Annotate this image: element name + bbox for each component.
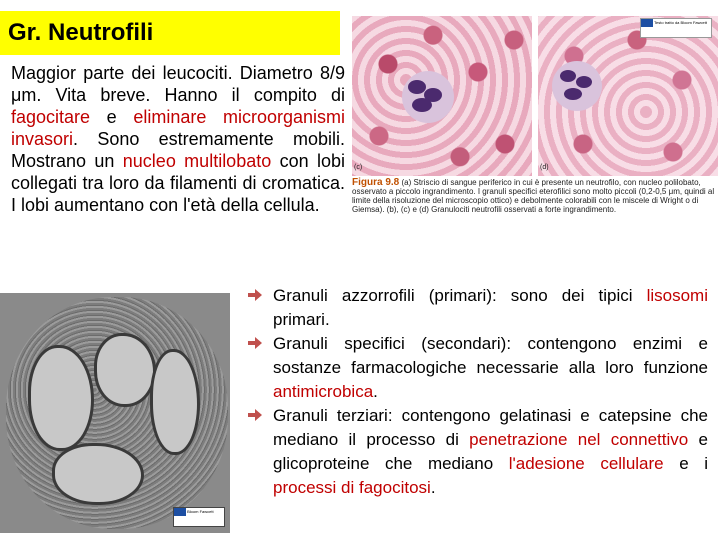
figure-label: Figura 9.8 (352, 177, 400, 188)
neutrophil-cell (552, 61, 602, 111)
granule-list (248, 284, 708, 500)
nucleus-lobe (28, 345, 94, 451)
intro-text-4: con lobi collegati tra loro da filamenti di cromatica. I lobi aumentano con l'età della cellula. (11, 151, 345, 215)
nucleus-lobe (408, 80, 426, 94)
panel-label-c: (c) (354, 164, 363, 171)
nucleus-lobe (52, 443, 144, 505)
arrow-right-icon (248, 409, 262, 421)
list-item: Granuli terziari: contengono gelatinasi e catepsine che mediano il processo di penetrazione nel connettivo e glicoproteine che mediano l'adesione cellulare e i processi di fagocitosi. (248, 404, 708, 500)
arrow-right-icon (248, 337, 262, 349)
nucleus-lobe (94, 333, 156, 407)
highlight-penetrazione: penetrazione nel connettivo (469, 430, 689, 449)
nucleus-lobe (564, 88, 582, 100)
highlight-lisosomi: lisosomi (646, 286, 708, 305)
nucleus-lobe (412, 98, 432, 112)
title-bar (0, 11, 340, 55)
publisher-logo: Testo tratto da Bloom Fawcett (640, 18, 712, 38)
intro-highlight-eliminare: eliminare microorganismi invasori (11, 107, 346, 149)
list-item: Granuli azzorrofili (primari): sono dei tipici lisosomi primari. (248, 284, 708, 332)
intro-text-1: Maggior parte dei leucociti. Diametro 8/9 μm. Vita breve. Hanno il compito di (11, 63, 345, 105)
intro-highlight-nucleo: nucleo multilobato (122, 151, 272, 171)
highlight-fagocitosi: processi di fagocitosi (273, 478, 431, 497)
page-title: Gr. Neutrofili (8, 19, 154, 46)
blood-smear-figure (352, 16, 718, 234)
electron-micrograph (0, 293, 230, 533)
intro-text-2: e (90, 107, 134, 127)
nucleus-lobe (150, 349, 200, 455)
figure-caption (352, 178, 718, 214)
intro-paragraph (11, 62, 345, 216)
arrow-right-icon (248, 289, 262, 301)
nucleus-lobe (576, 76, 592, 88)
highlight-antimicrobica: antimicrobica (273, 382, 374, 401)
panel-label-d: (d) (540, 164, 549, 171)
list-item: Granuli specifici (secondari): contengono enzimi e sostanze farmacologiche necessarie alla loro funzione antimicrobica. (248, 332, 708, 404)
highlight-adesione: l'adesione cellulare (508, 454, 664, 473)
micrograph-logo: Bloom Fawcett (173, 507, 225, 527)
nucleus-lobe (560, 70, 576, 82)
blood-smear-photo-c (352, 16, 532, 176)
intro-text-3: . Sono estremamente mobili. Mostrano un (11, 129, 345, 171)
intro-highlight-fagocitare: fagocitare (11, 107, 91, 127)
figure-caption-text: (a) Striscio di sangue periferico in cui è presente un neutrofilo, con nucleo polilobato, osservato a piccolo ingrandimento. I granuli specifici eterofilici sono molto piccoli (0,2-0,5 μm, quindi al limite della risoluzione del microscopio ottico) e debolmente colorabili con le miscele di Wright o di Giemsa). (b), (c) e (d) Granulociti neutrofili osservati a forte ingrandimento. (352, 178, 715, 214)
blood-smear-photo-d (538, 16, 718, 176)
